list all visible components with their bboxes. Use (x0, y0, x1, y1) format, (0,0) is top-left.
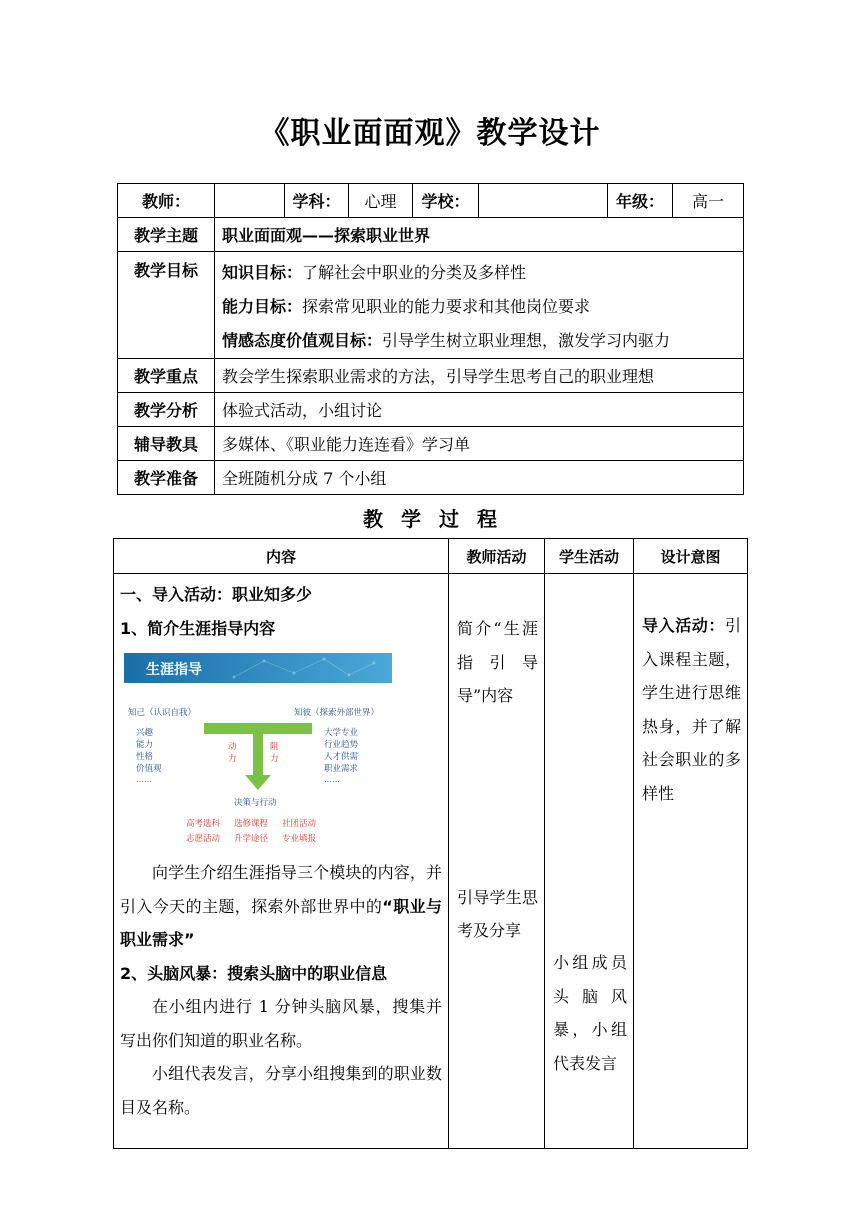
grade-value: 高一 (673, 184, 744, 218)
grade-label: 年级： (608, 184, 673, 218)
paragraph-share: 小组代表发言，分享小组搜集到的职业数目及名称。 (120, 1064, 442, 1117)
right-item: …… (324, 775, 340, 784)
design-intent-cell (634, 574, 748, 1149)
focus-value: 教会学生探索职业需求的方法，引导学生思考自己的职业理想 (215, 359, 744, 393)
design-intent: 导入活动：引入课程主题，学生进行思维热身，并了解社会职业的多样性 (642, 616, 741, 803)
left-item: 价值观 (136, 764, 162, 774)
tools-label: 辅导教具 (118, 427, 215, 461)
banner-text: 生涯指导 (146, 662, 202, 678)
theme-label: 教学主题 (118, 218, 215, 252)
goals-cell (215, 252, 744, 359)
page-title: 《职业面面观》教学设计 (259, 116, 601, 151)
left-item: …… (136, 775, 152, 784)
goal-ability: 能力目标：探索常见职业的能力要求和其他岗位要求 (222, 297, 591, 316)
item-heading-2: 2、头脑风暴：搜索头脑中的职业信息 (120, 963, 388, 983)
t-arrow-shape (204, 723, 312, 790)
info-table (117, 183, 744, 495)
goal-knowledge: 知识目标：了解社会中职业的分类及多样性 (222, 263, 527, 282)
student-activity-cell (545, 574, 634, 1149)
subject-value: 心理 (349, 184, 413, 218)
header-student: 学生活动 (545, 539, 634, 574)
section-heading: 一、导入活动：职业知多少 (120, 585, 313, 604)
subject-label: 学科： (285, 184, 349, 218)
paragraph-intro: 向学生介绍生涯指导三个模块的内容，并引入今天的主题，探索外部世界中的“职业与职业需求” (120, 863, 442, 949)
tools-value: 多媒体、《职业能力连连看》学习单 (215, 427, 744, 461)
teacher-activity-1: 简介“生涯指引导导”内容 (457, 619, 538, 705)
goal-attitude: 情感态度价值观目标：引导学生树立职业理想，激发学习内驱力 (222, 331, 671, 350)
goals-label: 教学目标 (118, 252, 215, 359)
school-value (479, 184, 608, 218)
force-left: 动力 (228, 742, 237, 764)
right-item: 大学专业 (324, 728, 359, 738)
analysis-label: 教学分析 (118, 393, 215, 427)
action-item: 高考选科 (186, 819, 221, 829)
action-item: 志愿活动 (186, 834, 221, 844)
item-heading-1: 1、简介生涯指导内容 (120, 618, 276, 638)
right-item: 职业需求 (324, 764, 359, 774)
teacher-activity-2: 引导学生思考及分享 (457, 887, 538, 940)
analysis-value: 体验式活动，小组讨论 (215, 393, 744, 427)
teacher-activity-cell (449, 574, 545, 1149)
action-item: 升学途径 (234, 834, 269, 844)
theme-value: 职业面面观——探索职业世界 (215, 218, 744, 252)
teacher-label: 教师： (118, 184, 215, 218)
teacher-value (215, 184, 285, 218)
right-item: 行业趋势 (324, 740, 359, 750)
decision-label: 决策与行动 (234, 798, 277, 808)
left-title: 知己（认识自我） (128, 708, 197, 718)
left-item: 能力 (136, 740, 154, 750)
right-title: 知彼（探索外部世界） (294, 708, 380, 718)
action-item: 选修课程 (234, 819, 269, 829)
focus-label: 教学重点 (118, 359, 215, 393)
left-item: 兴趣 (136, 728, 154, 738)
student-activity-2: 小组成员头脑风暴，小组代表发言 (553, 953, 627, 1073)
header-content: 内容 (114, 539, 449, 574)
right-item: 人才供需 (324, 752, 359, 762)
career-guidance-diagram (124, 653, 392, 848)
action-item: 社团活动 (282, 819, 317, 829)
content-cell (114, 574, 449, 1149)
action-item: 专业填报 (282, 834, 317, 844)
prep-value: 全班随机分成 7 个小组 (215, 461, 744, 495)
header-intent: 设计意图 (634, 539, 748, 574)
process-table (113, 538, 748, 1149)
paragraph-brainstorm: 在小组内进行 1 分钟头脑风暴，搜集并写出你们知道的职业名称。 (120, 997, 442, 1050)
left-item: 性格 (136, 752, 154, 762)
process-title: 教学过程 (363, 507, 515, 531)
force-right: 阻力 (270, 742, 279, 764)
school-label: 学校： (413, 184, 479, 218)
header-teacher: 教师活动 (449, 539, 545, 574)
prep-label: 教学准备 (118, 461, 215, 495)
